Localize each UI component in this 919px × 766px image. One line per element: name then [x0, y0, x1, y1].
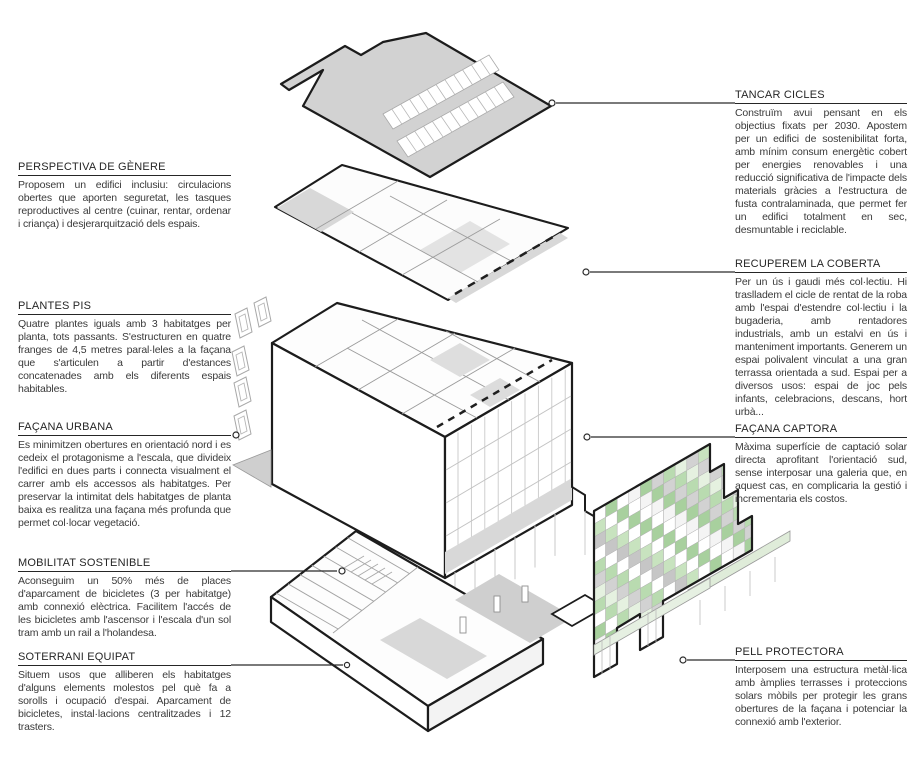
leader-dot-recuperem-coberta: [583, 269, 589, 275]
annotation-body: Construïm avui pensant en els objectius fixats per 2030. Apostem per un edifici de sostenibilitat forta, amb mínim consum energètic cobert per energies renovables i una reducció significativa de l'impacte dels materials gràcies a l'estructura de fusta contralaminada, que permet fer un edifici totalment en sec, desmuntable i reciclable.: [735, 107, 907, 236]
annotation-perspectiva-de-genere: [18, 161, 231, 231]
leader-dot-facana-captora: [584, 434, 590, 440]
leader-dot-soterrani: [344, 662, 349, 667]
attic-plate: [275, 165, 568, 300]
annotation-title: PLANTES PIS: [18, 300, 231, 315]
annotation-body: Quatre plantes iguals amb 3 habitatges per planta, tots passants. S'estructuren en quatre franges de 4,5 metres paral·leles a la façana que s'articulen a partir d'estances concatenades amb els diferents espais habitables.: [18, 318, 231, 395]
layer-attic: [275, 165, 568, 303]
leader-dot-tancar-cicles: [549, 100, 555, 106]
annotation-title: PERSPECTIVA DE GÈNERE: [18, 161, 231, 176]
annotation-mobilitat-sostenible: [18, 557, 231, 640]
leader-dot-pell-protectora: [680, 657, 686, 663]
layer-carpentry: [232, 297, 271, 487]
annotation-body: Aconseguim un 50% més de places d'aparcament de bicicletes (3 per habitatge) amb connexió elèctrica. Facilitem l'accés de les bicicletes amb l'ascensor i l'escala d'un sol tram amb un rail a l'holandesa.: [18, 575, 231, 639]
annotation-body: Màxima superfície de captació solar directa aprofitant l'orientació sud, sense interposar una galeria que, en aquest cas, en complicaria la gestió i incrementaria els costos.: [735, 441, 907, 505]
annotation-pell-protectora: [735, 646, 907, 729]
annotation-facana-captora: [735, 423, 907, 506]
leader-dot-facana-urbana: [233, 432, 239, 438]
annotation-body: Interposem una estructura metàl·lica amb àmplies terrasses i proteccions solars mòbils per protegir les grans obertures de la façana i potenciar la connexió amb l'exterior.: [735, 664, 907, 728]
annotation-recuperem-la-coberta: [735, 258, 907, 419]
annotation-title: TANCAR CICLES: [735, 89, 907, 104]
annotation-facana-urbana: [18, 421, 231, 530]
annotation-body: Per un ús i gaudi més col·lectiu. Hi traslladem el cicle de rentat de la roba amb l'espai d'estendre col·lectiu i la bugaderia, amb rentadores industrials, amb un estalvi en ús i manteniment importants. Generem un espai polivalent vinculat a una gran terrassa orientada a sud. Espai per a diversos usos: espai de joc pels infants, celebracions, descans, hort urbà...: [735, 276, 907, 418]
annotation-title: MOBILITAT SOSTENIBLE: [18, 557, 231, 572]
annotation-title: FAÇANA URBANA: [18, 421, 231, 436]
annotation-soterrani-equipat: [18, 651, 231, 734]
screen-cells: [594, 417, 756, 654]
side-fragment-steps: [572, 463, 597, 518]
annotation-title: SOTERRANI EQUIPAT: [18, 651, 231, 666]
annotation-title: FAÇANA CAPTORA: [735, 423, 907, 438]
annotation-body: Situem usos que alliberen els habitatges d'alguns elements molestos pel què fa a sorolls i ocupació d'espai. Aparcament de bicicletes, instal·lacions centralitzades i 12 trasters.: [18, 669, 231, 733]
annotation-body: Proposem un edifici inclusiu: circulacions obertes que aporten seguretat, les tasques reproductives al centre (cuinar, rentar, ordenar i criança) i desjerarquització dels espais.: [18, 179, 231, 230]
annotation-title: PELL PROTECTORA: [735, 646, 907, 661]
annotation-plantes-pis: [18, 300, 231, 396]
leader-dot-mobilitat: [339, 568, 345, 574]
entrance-wedge: [233, 450, 271, 487]
annotation-title: RECUPEREM LA COBERTA: [735, 258, 907, 273]
layer-roof-solar: [281, 33, 551, 177]
door-frames: [232, 297, 271, 440]
annotation-tancar-cicles: [735, 89, 907, 237]
annotation-body: Es minimitzen obertures en orientació nord i es cedeix el protagonisme a l'escala, que divideix l'edifici en dues parts i connecta visualment el carrer amb els accessos als habitatges. Per preservar la intimitat dels habitatges de planta baixa es realitza una façana més profunda que permet col·locar vegetació.: [18, 439, 231, 529]
